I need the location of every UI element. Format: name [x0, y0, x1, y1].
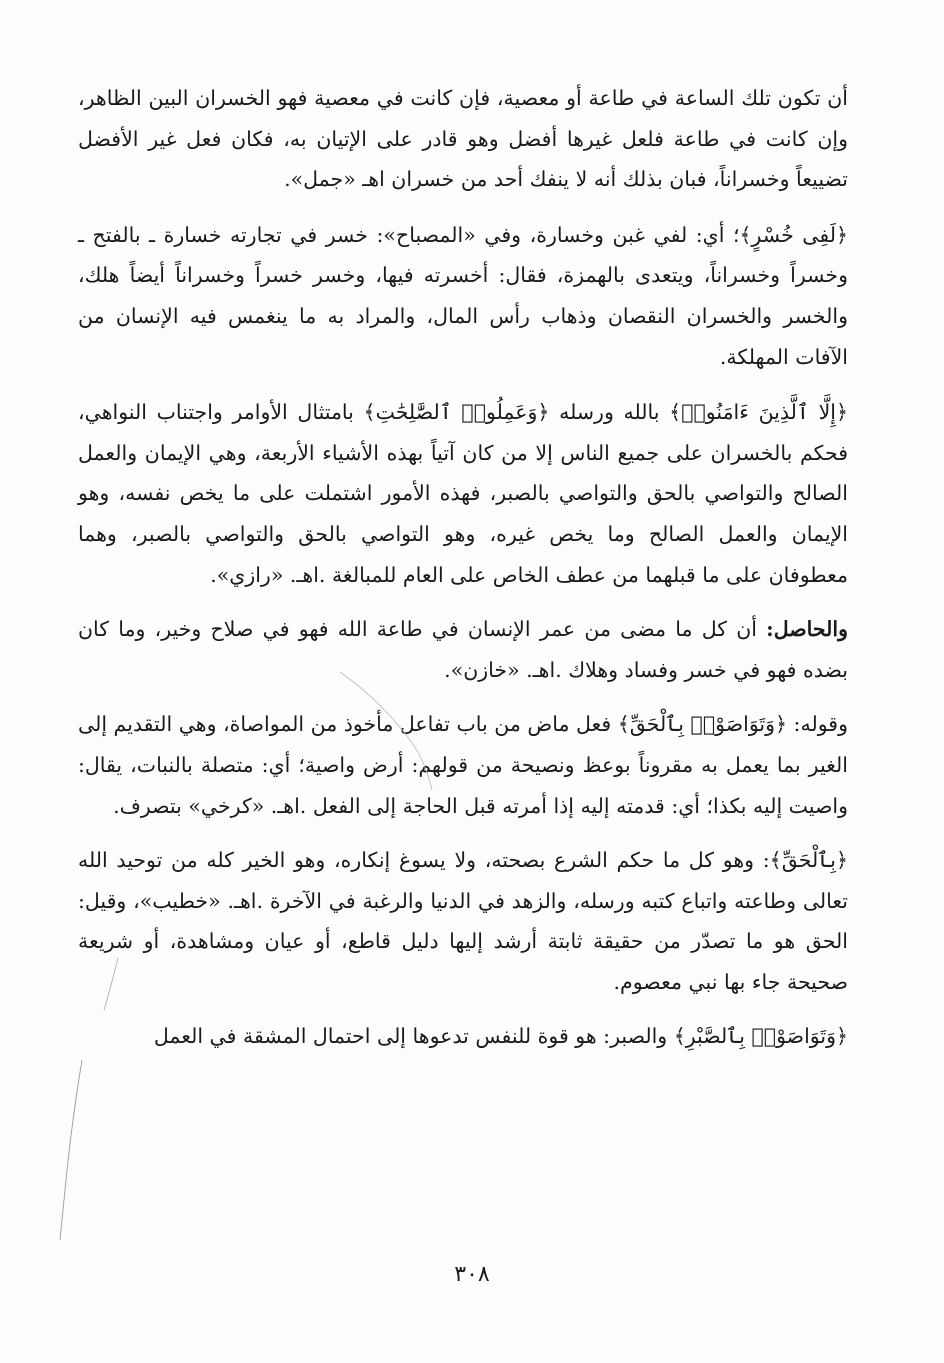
paragraph-2 — [78, 215, 848, 377]
paragraph-1 — [78, 78, 848, 200]
pencil-stroke-3 — [60, 1060, 82, 1240]
paragraph-4-text: أن كل ما مضى من عمر الإنسان في طاعة الله فهو في صلاح وخير، وما كان بضده فهو في خسر وفساد وهلاك .اهـ. «خازن». — [78, 617, 848, 682]
paragraph-6 — [78, 840, 848, 1002]
paragraph-3-text: ﴿إِلَّا ٱلَّذِينَ ءَامَنُوا۟﴾ بالله ورسله ﴿وَعَمِلُوا۟ ٱلصَّٰلِحَٰتِ﴾ بامتثال الأوامر واجتناب النواهي، فحكم بالخسران على جميع الناس إلا من كان آتياً بهذه الأشياء الأربعة، وهي الإيمان والعمل الصالح والتواصي بالحق والتواصي بالصبر، فهذه الأمور اشتملت على ما يخص نفسه، وهو الإيمان والعمل الصالح وما يخص غيره، وهو التواصي بالحق والتواصي بالصبر، وهما معطوفان على ما قبلهما من عطف الخاص على العام للمبالغة .اهـ. «رازي». — [78, 400, 848, 587]
paragraph-6-text: ﴿بِٱلْحَقِّ﴾: وهو كل ما حكم الشرع بصحته، ولا يسوغ إنكاره، وهو الخير كله من توحيد الله تعالى وطاعته واتباع كتبه ورسله، والزهد في الدنيا والرغبة في الآخرة .اهـ. «خطيب»، وقيل: الحق هو ما تصدّر من حقيقة ثابتة أرشد إليها دليل قاطع، أو عيان ومشاهدة، أو شريعة صحيحة جاء بها نبي معصوم. — [78, 848, 848, 994]
paragraph-7 — [78, 1016, 848, 1057]
paragraph-2-text: ﴿لَفِى خُسْرٍ﴾؛ أي: لفي غبن وخسارة، وفي «المصباح»: خسر في تجارته خسارة ـ بالفتح ـ وخسراً وخسراناً، ويتعدى بالهمزة، فقال: أخسرته فيها، وخسر خسراً وخسراناً أيضاً هلك، والخسر والخسران النقصان وذهاب رأس المال، والمراد به ما ينغمس فيه الإنسان من الآفات المهلكة. — [78, 222, 848, 369]
paragraph-4-lead: والحاصل: — [766, 617, 848, 642]
body-text — [78, 78, 848, 1057]
paragraph-1-text: أن تكون تلك الساعة في طاعة أو معصية، فإن كانت في معصية فهو الخسران البين الظاهر، وإن كانت في طاعة فلعل غيرها أفضل وهو قادر على الإتيان به، فكان فعل غير الأفضل تضييعاً وخسراناً، فبان بذلك أنه لا ينفك أحد من خسران اهـ «جمل». — [78, 86, 848, 192]
paragraph-5 — [78, 704, 848, 826]
paragraph-5-text: وقوله: ﴿وَتَوَاصَوْا۟ بِٱلْحَقِّ﴾ فعل ماض من باب تفاعل مأخوذ من المواصاة، وهي التقديم إلى الغير بما يعمل به مقروناً بوعظ ونصيحة من قولهم: أرض واصية؛ أي: متصلة بالنبات، يقال: واصيت إليه بكذا؛ أي: قدمته إليه إذا أمرته قبل الحاجة إلى الفعل .اهـ. «كرخي» بتصرف. — [78, 712, 848, 818]
paragraph-3 — [78, 392, 848, 595]
paragraph-4 — [78, 609, 848, 690]
paragraph-7-text: ﴿وَتَوَاصَوْا۟ بِٱلصَّبْرِ﴾ والصبر: هو قوة للنفس تدعوها إلى احتمال المشقة في العمل — [153, 1024, 848, 1049]
page-number: ٣٠٨ — [454, 1262, 490, 1287]
